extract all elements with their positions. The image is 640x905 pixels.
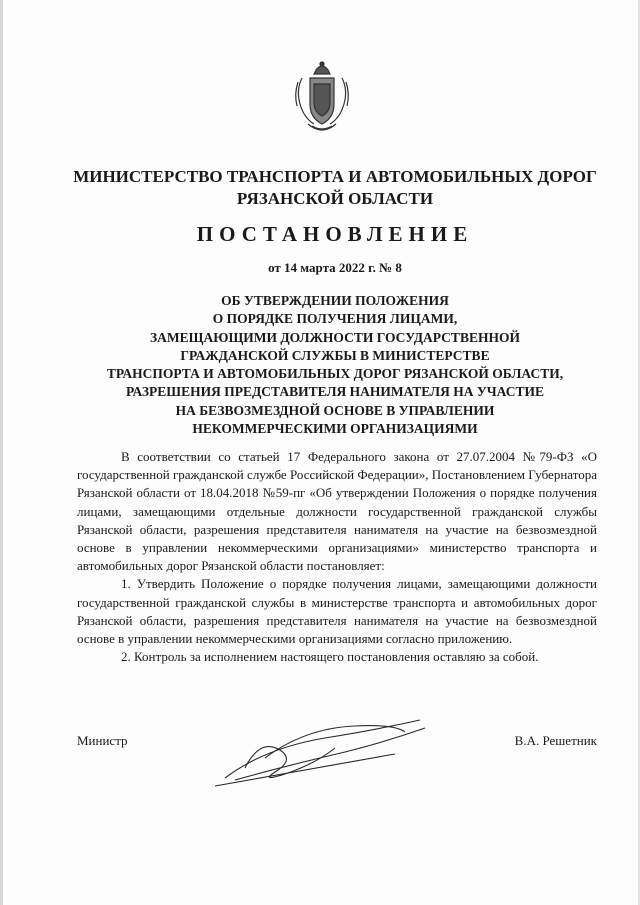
date-number-line: от 14 марта 2022 г. № 8 xyxy=(268,260,402,275)
title-line: РАЗРЕШЕНИЯ ПРЕДСТАВИТЕЛЯ НАНИМАТЕЛЯ НА УЧАСТИЕ xyxy=(126,384,544,400)
signatory-name: В.А. Решетник xyxy=(514,733,597,748)
title-line: НА БЕЗВОЗМЕЗДНОЙ ОСНОВЕ В УПРАВЛЕНИИ xyxy=(175,402,495,418)
title-line: ОБ УТВЕРЖДЕНИИ ПОЛОЖЕНИЯ xyxy=(221,293,449,308)
title-line: НЕКОММЕРЧЕСКИМИ ОРГАНИЗАЦИЯМИ xyxy=(192,421,478,437)
ministry-header xyxy=(70,166,600,210)
coat-of-arms-emblem xyxy=(292,60,352,136)
handwritten-signature xyxy=(205,708,435,790)
document-type: ПОСТАНОВЛЕНИЕ xyxy=(196,222,474,246)
title-line: ЗАМЕЩАЮЩИМИ ДОЛЖНОСТИ ГОСУДАРСТВЕННОЙ xyxy=(150,329,520,345)
title-line: О ПОРЯДКЕ ПОЛУЧЕНИЯ ЛИЦАМИ, xyxy=(212,311,458,327)
ministry-line-1: МИНИСТЕРСТВО ТРАНСПОРТА И АВТОМОБИЛЬНЫХ ДОРОГ xyxy=(73,167,597,186)
title-line: ТРАНСПОРТА И АВТОМОБИЛЬНЫХ ДОРОГ РЯЗАНСКОЙ ОБЛАСТИ, xyxy=(106,366,564,382)
scan-edge-left xyxy=(0,0,3,905)
ministry-line-2: РЯЗАНСКОЙ ОБЛАСТИ xyxy=(236,189,434,208)
document-title xyxy=(70,292,600,438)
document-body xyxy=(77,448,597,666)
signatory-position: Министр xyxy=(77,733,128,748)
title-line: ГРАЖДАНСКОЙ СЛУЖБЫ В МИНИСТЕРСТВЕ xyxy=(180,347,490,363)
preamble-paragraph: В соответствии со статьей 17 Федерального закона от 27.07.2004 №79-ФЗ «О государственной гражданской службе Российской Федерации», Постановлением Губернатора Рязанской области от 18.04.2018 №59-пг «Об утверждении Положения о порядке получения лицами, замещающими отдельные должности государственной гражданской службы Рязанской области, разрешения представителя нанимателя на участие на безвозмездной основе в управлении некоммерческими организациями» министерство транспорта и автомобильных дорог Рязанской области постановляет: xyxy=(77,449,597,574)
item-2-paragraph: 2. Контроль за исполнением настоящего постановления оставляю за собой. xyxy=(121,649,539,665)
item-1-paragraph: 1. Утвердить Положение о порядке получения лицами, замещающими должности государственной гражданской службы в министерстве транспорта и автомобильных дорог Рязанской области, разрешения представителя нанимателя на участие на безвозмездной основе в управлении некоммерческими организациями согласно приложению. xyxy=(77,576,597,647)
